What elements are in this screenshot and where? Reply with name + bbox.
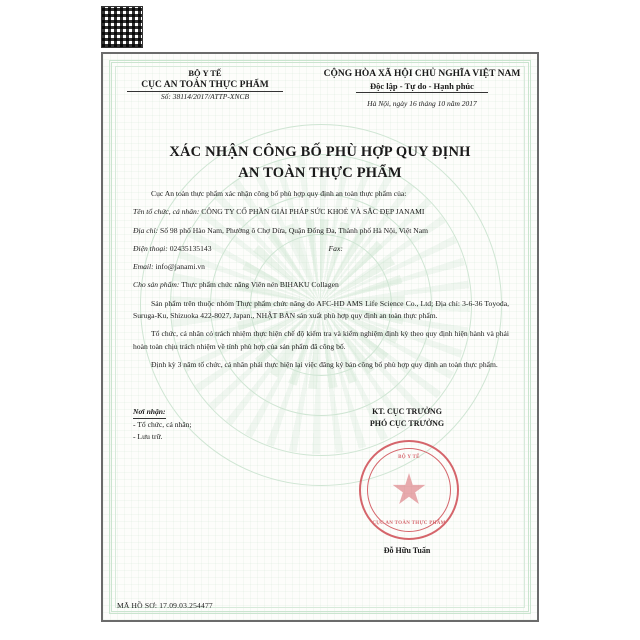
- phone-label: Điện thoại:: [133, 243, 168, 253]
- organization-value: CÔNG TY CỔ PHẦN GIẢI PHÁP SỨC KHOẺ VÀ SẮC ĐẸP JANAMI: [201, 207, 425, 217]
- title-line-2: AN TOÀN THỰC PHẨM: [238, 165, 402, 182]
- signature-titles: [317, 406, 497, 526]
- product-value: Thực phẩm chức năng Viên nén BIHAKU Collagen: [181, 280, 339, 290]
- address-row: [133, 225, 509, 237]
- header-right: [307, 68, 537, 109]
- stamp-top-text: BỘ Y TẾ: [398, 455, 420, 460]
- recipient-item: - Lưu trữ.: [133, 432, 163, 442]
- phone-value: 02435135143: [169, 243, 212, 253]
- document-body: [133, 188, 509, 377]
- organization-row: [133, 206, 509, 218]
- email-row: [133, 261, 509, 273]
- fax-label: Fax:: [328, 243, 343, 253]
- page-title: [103, 142, 537, 184]
- product-row: [133, 279, 509, 291]
- footer-code: MÃ HỒ SƠ: 17.09.03.254477: [117, 601, 213, 610]
- official-stamp-icon: [359, 440, 459, 540]
- national-motto: Độc lập - Tự do - Hạnh phúc: [307, 81, 537, 93]
- responsibility-paragraph: Tổ chức, cá nhân có trách nhiệm thực hiện chế độ kiểm tra và kiểm nghiệm định kỳ theo quy định hiện hành và phải hoàn toàn chịu trách nhiệm về tính phù hợp của sản phẩm đã công bố.: [133, 329, 509, 351]
- stamp-bottom-text: CỤC AN TOÀN THỰC PHẨM: [372, 520, 446, 526]
- recipients-title: Nơi nhận:: [133, 406, 166, 419]
- header-left: [103, 68, 307, 109]
- recipients-block: [133, 406, 192, 443]
- signer-name: Đỗ Hữu Tuấn: [383, 546, 431, 555]
- stamp-star-icon: [392, 473, 426, 507]
- manufacturer-paragraph: Sản phẩm trên thuộc nhóm Thực phẩm chức năng do AFC-HD AMS Life Science Co., Ltd; Địa chỉ: 3-6-36 Toyoda, Suruga-Ku, Shizuoka 422-8027, Japan., NHẬT BẢN sản xuất phù hợp quy định an toàn thực phẩm.: [133, 298, 509, 321]
- ministry-name: BỘ Y TẾ: [188, 68, 222, 78]
- signature-title-line-2: PHÓ CỤC TRƯỞNG: [369, 419, 445, 428]
- qr-code-icon: [101, 6, 143, 48]
- address-value: Số 98 phố Hào Nam, Phường ô Chợ Dừa, Quận Đống Đa, Thành phố Hà Nội, Việt Nam: [160, 225, 429, 235]
- place-date: Hà Nội, ngày 16 tháng 10 năm 2017: [367, 98, 477, 108]
- title-line-1: XÁC NHẬN CÔNG BỐ PHÙ HỢP QUY ĐỊNH: [169, 144, 471, 160]
- phone-fax-row: [133, 243, 509, 255]
- fax-cell: [329, 243, 509, 255]
- document-header: [103, 68, 537, 109]
- organization-label: Tên tổ chức, cá nhân:: [133, 207, 200, 217]
- document-number: Số: 38114/2017/ATTP-XNCB: [160, 92, 250, 102]
- address-label: Địa chỉ:: [133, 225, 159, 235]
- email-label: Email:: [133, 262, 154, 272]
- email-value: info@janami.vn: [155, 262, 205, 272]
- country-name: CỘNG HÒA XÃ HỘI CHỦ NGHĨA VIỆT NAM: [323, 69, 521, 79]
- product-label: Cho sản phẩm:: [133, 280, 180, 290]
- periodic-paragraph: Định kỳ 3 năm tổ chức, cá nhân phải thực hiện lại việc đăng ký bản công bố phù hợp quy định an toàn thực phẩm.: [151, 359, 498, 369]
- certificate-sheet: [101, 52, 539, 622]
- recipient-item: - Tổ chức, cá nhân;: [133, 420, 192, 430]
- phone-cell: [133, 243, 329, 255]
- department-name: CỤC AN TOÀN THỰC PHẨM: [103, 79, 307, 92]
- intro-paragraph: Cục An toàn thực phẩm xác nhận công bố phù hợp quy định an toàn thực phẩm của:: [151, 189, 407, 198]
- signature-title-line-1: KT. CỤC TRƯỞNG: [372, 407, 442, 416]
